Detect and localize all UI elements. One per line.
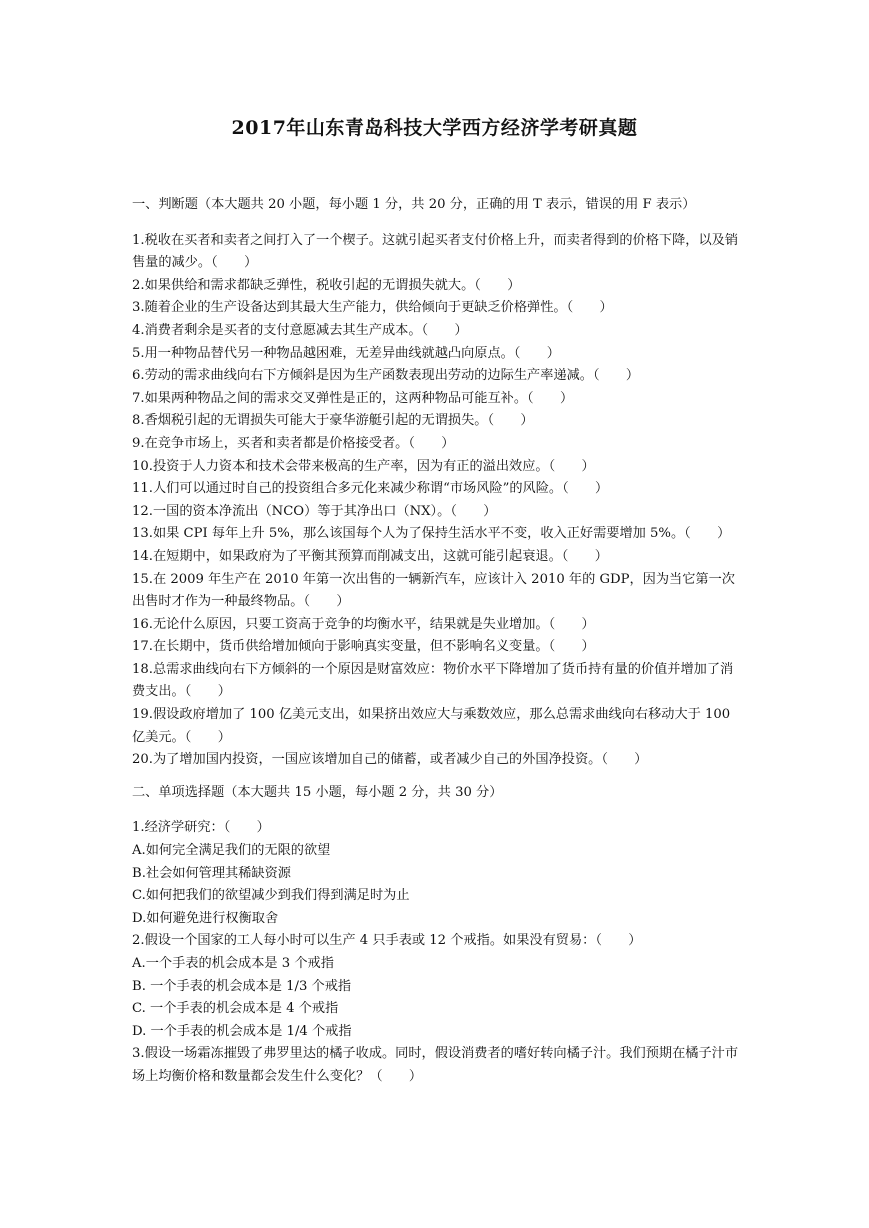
judgement-question: 15.在 2009 年生产在 2010 年第一次出售的一辆新汽车，应该计入 2010 年的 GDP，因为当它第一次出售时才作为一种最终物品。（ ） (132, 571, 735, 610)
judgement-question: 6.劳动的需求曲线向右下方倾斜是因为生产函数表现出劳动的边际生产率递减。（ ） (132, 368, 640, 384)
section1-heading: 一、判断题（本大题共 20 小题，每小题 1 分，共 20 分，正确的用 T 表示，错误的用 F 表示） (132, 197, 696, 212)
choice-option: A.一个手表的机会成本是 3 个戒指 (132, 956, 334, 971)
choice-option: A.如何完全满足我们的无限的欲望 (132, 843, 331, 859)
judgement-question: 11.人们可以通过时自己的投资组合多元化来减少称谓“市场风险”的风险。（ ） (132, 481, 609, 497)
judgement-question: 9.在竞争市场上，买者和卖者都是价格接受者。（ ） (132, 435, 455, 451)
judgement-question: 4.消费者剩余是买者的支付意愿减去其生产成本。（ ） (132, 322, 468, 338)
choice-question-stem: 3.假设一场霜冻摧毁了弗罗里达的橘子收成。同时，假设消费者的嗜好转向橘子汁。我们预期在橘子汁市场上均衡价格和数量都会发生什么变化？（ ） (132, 1046, 739, 1084)
document-title: 2017年山东青岛科技大学西方经济学考研真题 (231, 117, 638, 139)
judgement-question: 13.如果 CPI 每年上升 5%，那么该国每个人为了保持生活水平不变，收入正好需要增加 5%。（ ） (132, 526, 731, 542)
choice-question-stem: 1.经济学研究：（ ） (132, 820, 270, 836)
choice-option: B. 一个手表的机会成本是 1/3 个戒指 (132, 978, 352, 994)
judgement-question: 5.用一种物品替代另一种物品越困难，无差异曲线就越凸向原点。（ ） (132, 345, 560, 361)
choice-option: B.社会如何管理其稀缺资源 (132, 865, 291, 881)
judgement-question: 17.在长期中，货币供给增加倾向于影响真实变量，但不影响名义变量。（ ） (132, 639, 595, 655)
section2-question-list (132, 817, 744, 1088)
section1-question-list (132, 230, 744, 772)
choice-option: D. 一个手表的机会成本是 1/4 个戒指 (132, 1023, 352, 1039)
choice-option: C. 一个手表的机会成本是 4 个戒指 (132, 1001, 339, 1017)
document-body (132, 194, 744, 1089)
choice-option: D.如何避免进行权衡取舍 (132, 910, 279, 926)
choice-option: C.如何把我们的欲望减少到我们得到满足时为止 (132, 888, 410, 904)
judgement-question: 19.假设政府增加了 100 亿美元支出，如果挤出效应大与乘数效应，那么总需求曲线向右移动大于 100 亿美元。（ ） (132, 707, 731, 745)
judgement-question: 2.如果供给和需求都缺乏弹性，税收引起的无谓损失就大。（ ） (132, 277, 521, 293)
judgement-question: 18.总需求曲线向右下方倾斜的一个原因是财富效应：物价水平下降增加了货币持有量的价值并增加了消费支出。（ ） (132, 661, 734, 700)
judgement-question: 3.随着企业的生产设备达到其最大生产能力，供给倾向于更缺乏价格弹性。（ ） (132, 300, 613, 316)
judgement-question: 10.投资于人力资本和技术会带来极高的生产率，因为有正的溢出效应。（ ） (132, 458, 595, 474)
judgement-question: 14.在短期中，如果政府为了平衡其预算而削减支出，这就可能引起衰退。（ ） (132, 548, 608, 564)
choice-question-stem: 2.假设一个国家的工人每小时可以生产 4 只手表或 12 个戒指。如果没有贸易：（ ） (132, 933, 642, 949)
judgement-question: 16.无论什么原因，只要工资高于竞争的均衡水平，结果就是失业增加。（ ） (132, 616, 595, 632)
judgement-question: 20.为了增加国内投资，一国应该增加自己的储蓄，或者减少自己的外国净投资。（ ） (132, 752, 648, 768)
judgement-question: 7.如果两种物品之间的需求交叉弹性是正的，这两种物品可能互补。（ ） (132, 390, 574, 406)
section2-heading: 二、单项选择题（本大题共 15 小题，每小题 2 分，共 30 分） (132, 784, 503, 800)
judgement-question: 8.香烟税引起的无谓损失可能大于豪华游艇引起的无谓损失。（ ） (132, 413, 534, 429)
judgement-question: 12.一国的资本净流出（NCO）等于其净出口（NX）。（ ） (132, 503, 497, 519)
judgement-question: 1.税收在买者和卖者之间打入了一个楔子。这就引起买者支付价格上升，而卖者得到的价格下降，以及销售量的减少。（ ） (132, 232, 739, 271)
